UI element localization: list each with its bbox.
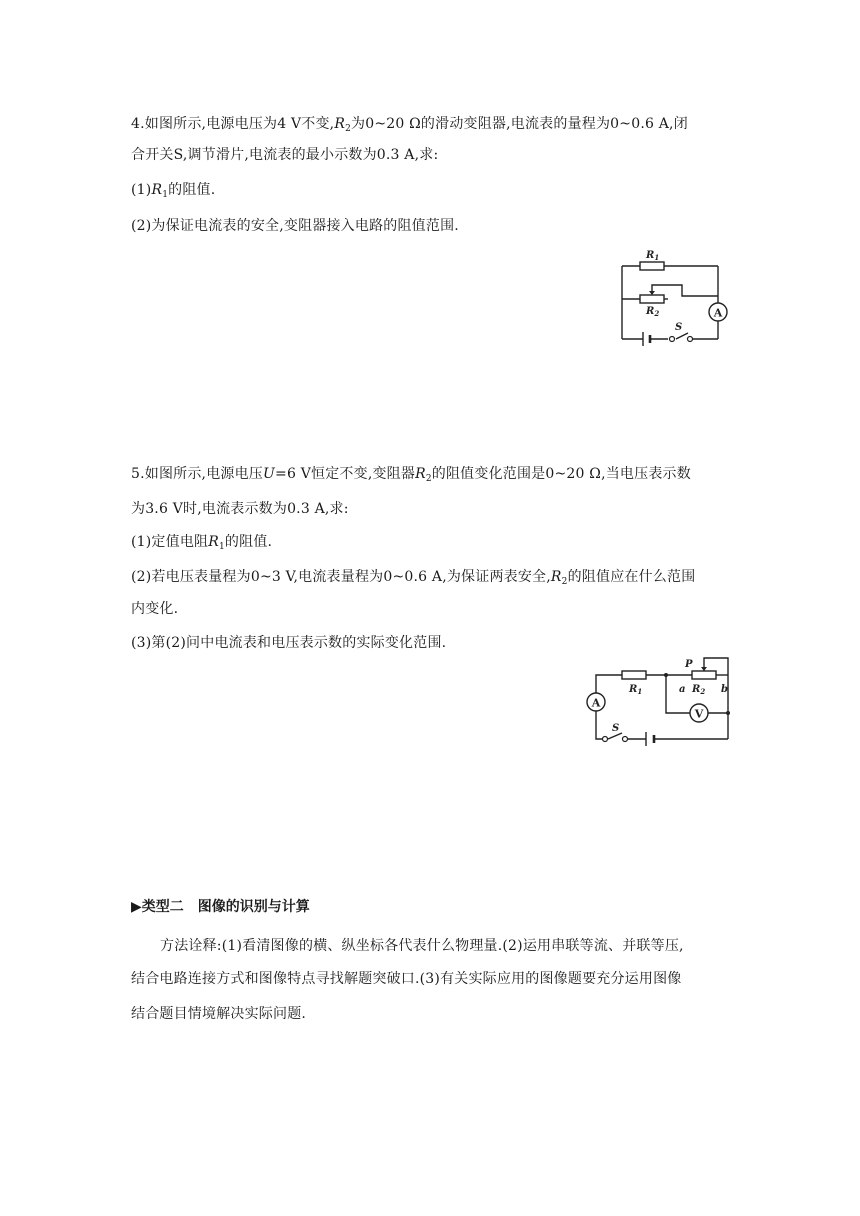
- q4-r1-symbol: R: [151, 182, 163, 198]
- q5-line-1-part-c: 的阻值变化范围是0~20 Ω,当电压表示数: [431, 466, 691, 482]
- method-paragraph-line-1: 方法诠释:(1)看清图像的横、纵坐标各代表什么物理量.(2)运用串联等流、并联等压,: [160, 938, 684, 954]
- method-paragraph-line-3: 结合题目情境解决实际问题.: [131, 1006, 307, 1022]
- q5-r2b-subscript: 2: [561, 577, 568, 587]
- q4-ammeter-label: A: [713, 306, 723, 320]
- q5-fig-r2-label: R: [692, 684, 701, 695]
- svg-text:R2: [691, 684, 705, 696]
- q4-fig-r2-sub: 2: [654, 309, 660, 318]
- q5-line-1-part-b: =6 V恒定不变,变阻器: [275, 466, 416, 482]
- q5-fig-r1-label: R: [629, 684, 638, 695]
- q5-line-2: 为3.6 V时,电流表示数为0.3 A,求:: [131, 501, 349, 517]
- q5-fig-p-label: P: [685, 659, 693, 670]
- q5-fig-a-label: a: [679, 684, 686, 695]
- q5-r1-symbol: R: [208, 534, 219, 550]
- method-paragraph-line-2: 结合电路连接方式和图像特点寻找解题突破口.(3)有关实际应用的图像题要充分运用图像: [131, 971, 682, 987]
- q5-line-5: 内变化.: [131, 601, 179, 617]
- svg-text:R2: [645, 306, 659, 318]
- q4-sub1-prefix: (1): [131, 182, 152, 198]
- q5-line-1-part-a: 5.如图所示,电源电压: [131, 466, 264, 482]
- q5-fig-switch-label: S: [612, 723, 620, 734]
- q5-line-3: [131, 531, 272, 551]
- q5-line-6: (3)第(2)问中电流表和电压表示数的实际变化范围.: [131, 635, 447, 651]
- q4-line-3: [131, 179, 215, 199]
- q5-sub1-suffix: 的阻值.: [224, 534, 273, 550]
- q4-line-1-part-a: 4.如图所示,电源电压为4 V不变,: [131, 116, 335, 132]
- q5-sub2-part-b: 的阻值应在什么范围: [567, 569, 696, 585]
- q4-circuit-diagram: [610, 242, 750, 352]
- q4-line-2: 合开关S,调节滑片,电流表的最小示数为0.3 A,求:: [131, 147, 439, 163]
- q5-line-4: [131, 566, 695, 586]
- q4-fig-r1-sub: 1: [654, 253, 660, 262]
- q5-r2-rheostat: [692, 671, 716, 679]
- q4-r2-symbol: R: [334, 116, 346, 132]
- q5-r2-symbol: R: [415, 466, 426, 482]
- q4-r2-subscript: 2: [345, 124, 352, 134]
- q5-r2-subscript: 2: [425, 474, 432, 484]
- q4-line-4: (2)为保证电流表的安全,变阻器接入电路的阻值范围.: [131, 218, 459, 234]
- q5-r2b-symbol: R: [550, 569, 562, 585]
- q5-fig-b-label: b: [721, 684, 728, 695]
- q5-r1-resistor: [622, 671, 646, 679]
- q4-line-1: [131, 113, 688, 133]
- svg-text:R1: [628, 684, 642, 696]
- q4-r2-rheostat: [640, 295, 664, 303]
- svg-text:R1: [645, 250, 659, 262]
- q4-r1-subscript: 1: [162, 190, 169, 200]
- q5-sub1-prefix: (1)定值电阻: [131, 534, 209, 550]
- q4-fig-r2-label: R: [646, 306, 655, 317]
- q4-fig-r1-label: R: [646, 250, 655, 261]
- q4-line-1-part-b: 为0~20 Ω的滑动变阻器,电流表的量程为0~0.6 A,闭: [351, 116, 688, 132]
- q4-sub1-suffix: 的阻值.: [168, 182, 216, 198]
- section-heading: ▶类型二 图像的识别与计算: [131, 899, 310, 915]
- q5-fig-r2-sub: 2: [700, 687, 706, 696]
- q5-u-symbol: U: [263, 466, 276, 482]
- q5-ammeter-label: A: [591, 696, 601, 710]
- q4-r1-resistor: [640, 262, 664, 270]
- q5-line-1: [131, 463, 691, 483]
- q5-r1-subscript: 1: [218, 542, 225, 552]
- q4-fig-switch-label: S: [675, 322, 683, 333]
- q5-voltmeter-label: V: [694, 707, 704, 721]
- q5-circuit-diagram: [582, 652, 742, 752]
- q5-sub2-part-a: (2)若电压表量程为0~3 V,电流表量程为0~0.6 A,为保证两表安全,: [131, 569, 551, 585]
- q5-fig-r1-sub: 1: [637, 687, 643, 696]
